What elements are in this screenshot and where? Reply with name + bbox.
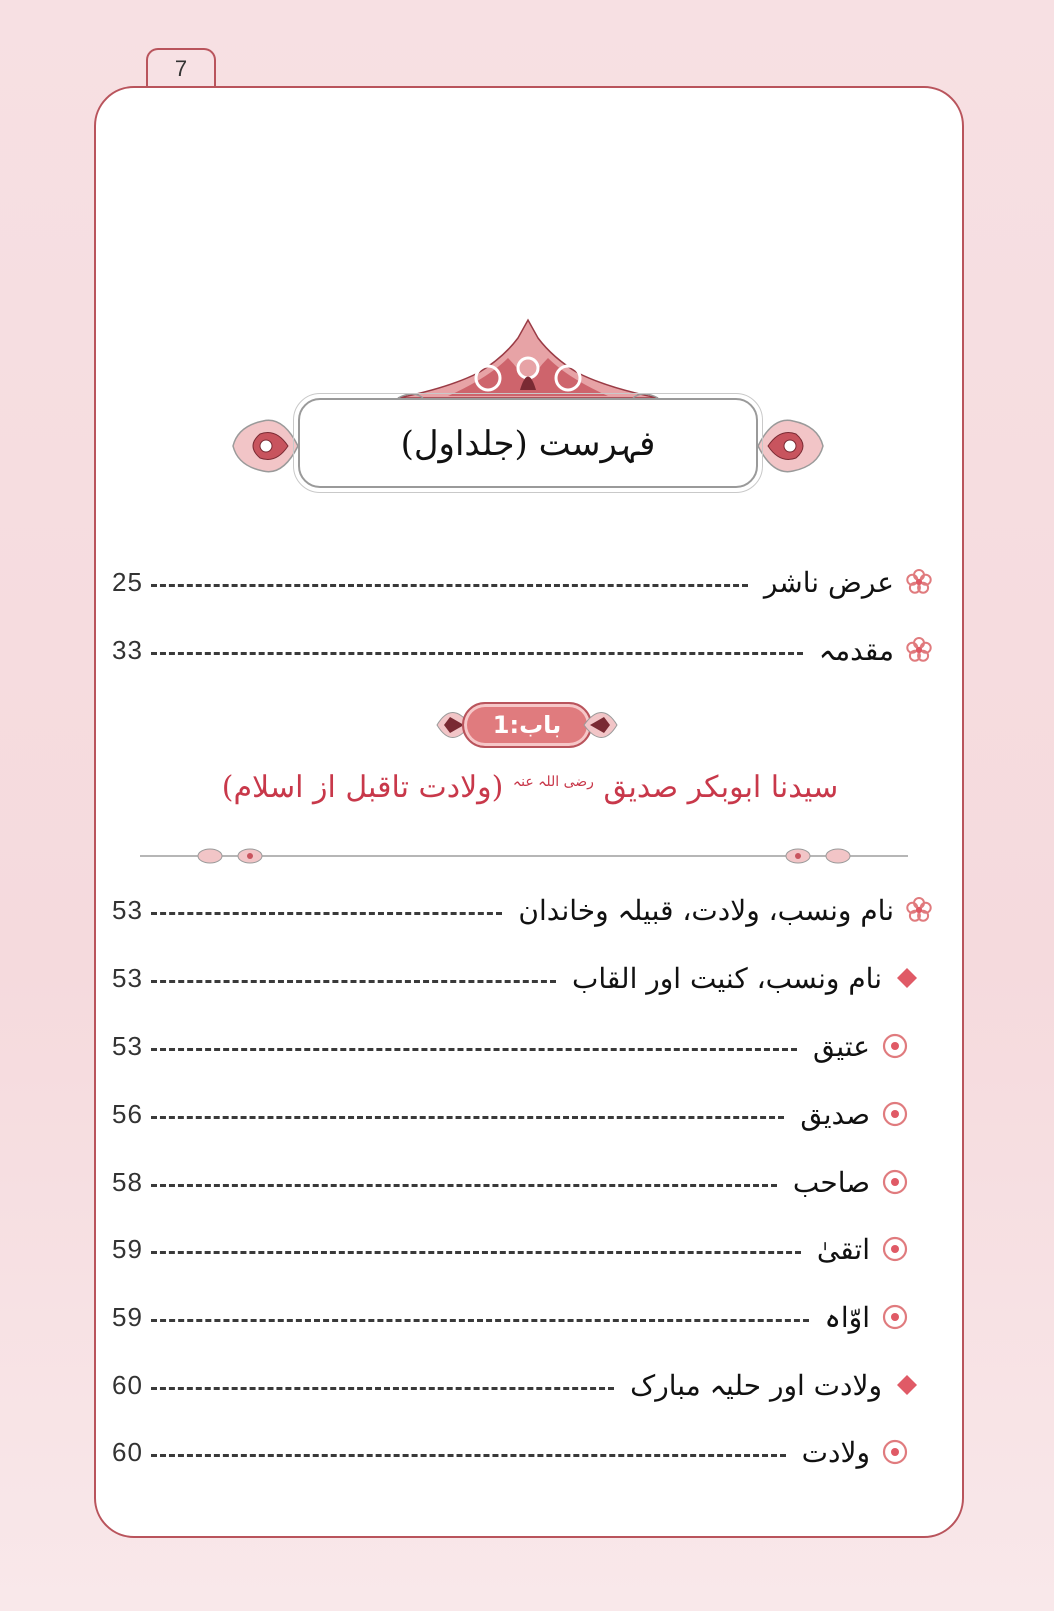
toc-entry[interactable] xyxy=(112,888,934,932)
target-circle-icon xyxy=(880,1304,910,1330)
toc-page-number: 58 xyxy=(112,1166,143,1197)
diamond-icon xyxy=(892,967,922,989)
toc-entry[interactable] xyxy=(112,956,934,1000)
chapter-badge xyxy=(432,690,622,760)
dot-leader xyxy=(151,652,803,655)
toc-entry[interactable] xyxy=(112,628,934,672)
dot-leader xyxy=(151,1319,809,1322)
diamond-icon xyxy=(892,1374,922,1396)
toc-entry-title: نام ونسب، ولادت، قبیلہ وخاندان xyxy=(518,893,894,927)
chapter-subtitle: (ولادت تاقبل از اسلام) xyxy=(221,770,504,805)
toc-entry-title: صدیق xyxy=(800,1097,870,1131)
ornament-left-icon xyxy=(228,406,308,486)
toc-entry-title: نام ونسب، کنیت اور القاب xyxy=(572,961,882,995)
toc-page-number: 60 xyxy=(112,1436,143,1467)
toc-page-number: 59 xyxy=(112,1301,143,1332)
toc-entry-title: عرض ناشر xyxy=(763,565,894,599)
toc-page-number: 56 xyxy=(112,1098,143,1129)
ornament-right-icon xyxy=(748,406,828,486)
dot-leader xyxy=(151,584,748,587)
toc-entry[interactable] xyxy=(112,1160,934,1204)
dot-leader xyxy=(151,1387,614,1390)
toc-entry-title: صاحب xyxy=(792,1165,870,1199)
toc-entry-title: اوّاہ xyxy=(824,1300,870,1334)
toc-entry[interactable] xyxy=(112,1430,934,1474)
toc-page-number: 53 xyxy=(112,962,143,993)
toc-page-number: 53 xyxy=(112,1030,143,1061)
toc-page-number: 33 xyxy=(112,634,143,665)
toc-page-number: 59 xyxy=(112,1233,143,1264)
ornament-crown-icon xyxy=(388,318,668,403)
page-number-tab xyxy=(146,48,216,88)
chapter-title-name: سیدنا ابوبکر صدیق xyxy=(603,770,839,805)
toc-entry[interactable] xyxy=(112,1227,934,1271)
toc-entry-title: مقدمہ xyxy=(818,633,894,667)
chapter-title xyxy=(200,770,860,805)
flower-icon xyxy=(904,636,934,664)
dot-leader xyxy=(151,1048,797,1051)
dot-leader xyxy=(151,1184,777,1187)
dot-leader xyxy=(151,1251,801,1254)
chapter-number: باب:1 xyxy=(462,702,592,748)
toc-entry-title: اتقیٰ xyxy=(816,1232,870,1266)
toc-entry[interactable] xyxy=(112,1295,934,1339)
target-circle-icon xyxy=(880,1169,910,1195)
toc-entry[interactable] xyxy=(112,560,934,604)
toc-entry[interactable] xyxy=(112,1363,934,1407)
ornamental-divider xyxy=(140,845,908,867)
dot-leader xyxy=(151,912,502,915)
title-banner xyxy=(228,318,828,493)
toc-page-number: 53 xyxy=(112,894,143,925)
flower-icon xyxy=(904,896,934,924)
dot-leader xyxy=(151,1454,786,1457)
target-circle-icon xyxy=(880,1033,910,1059)
flower-icon xyxy=(904,568,934,596)
toc-entry[interactable] xyxy=(112,1092,934,1136)
dot-leader xyxy=(151,980,556,983)
page-number: 7 xyxy=(174,56,188,81)
toc-page-number: 60 xyxy=(112,1369,143,1400)
toc-page-number: 25 xyxy=(112,566,143,597)
page-title: فہرست (جلداول) xyxy=(400,423,656,464)
toc-entry-title: عتیق xyxy=(813,1029,870,1063)
ornament-right-icon xyxy=(582,695,622,755)
target-circle-icon xyxy=(880,1236,910,1262)
target-circle-icon xyxy=(880,1101,910,1127)
honorific: رضی اللہ عنہ xyxy=(512,774,594,790)
target-circle-icon xyxy=(880,1439,910,1465)
toc-entry-title: ولادت اور حلیہ مبارک xyxy=(630,1368,882,1402)
toc-entry[interactable] xyxy=(112,1024,934,1068)
dot-leader xyxy=(151,1116,784,1119)
toc-entry-title: ولادت xyxy=(801,1435,870,1469)
